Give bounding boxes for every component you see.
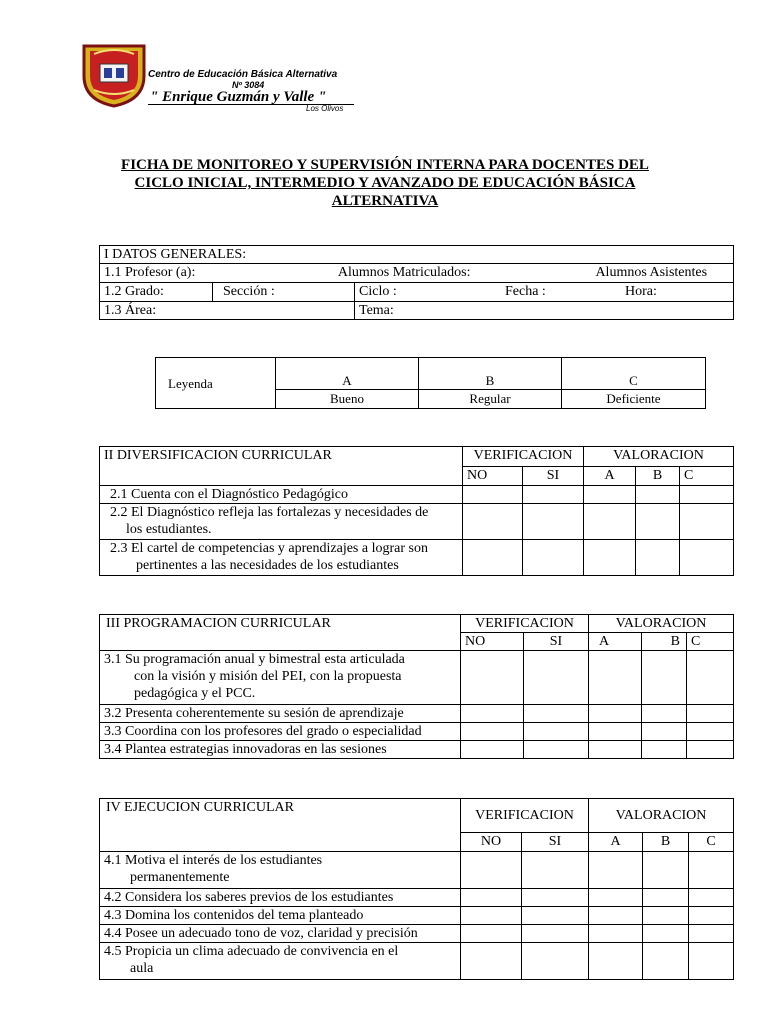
fecha-label: Fecha :	[505, 284, 546, 299]
check-cell[interactable]	[584, 486, 636, 504]
center-name: Centro de Educación Básica Alternativa	[148, 69, 338, 80]
check-cell[interactable]	[523, 540, 584, 576]
legend-b-desc: Regular	[419, 390, 562, 409]
check-cell[interactable]	[461, 907, 522, 925]
c-header: C	[687, 633, 734, 651]
hora-label: Hora:	[625, 284, 657, 299]
section-2-heading: II DIVERSIFICACION CURRICULAR	[100, 447, 463, 486]
check-cell[interactable]	[522, 907, 589, 925]
check-cell[interactable]	[522, 852, 589, 889]
check-cell[interactable]	[643, 852, 689, 889]
check-cell[interactable]	[584, 504, 636, 540]
b-header: B	[642, 633, 687, 651]
logo-underline	[148, 104, 354, 105]
check-cell[interactable]	[687, 723, 734, 741]
check-cell[interactable]	[524, 741, 589, 759]
check-cell[interactable]	[463, 486, 523, 504]
title-line-2: CICLO INICIAL, INTERMEDIO Y AVANZADO DE EDUCACIÓN BÁSICA	[134, 175, 636, 191]
check-cell[interactable]	[461, 651, 524, 705]
check-cell[interactable]	[680, 504, 734, 540]
check-cell[interactable]	[461, 889, 522, 907]
ciclo-fecha-hora-field[interactable]	[355, 283, 734, 302]
document-title	[90, 156, 680, 210]
legend-c-desc: Deficiente	[562, 390, 706, 409]
c-header: C	[680, 467, 734, 486]
item-4-5-text: 4.5 Propicia un clima adecuado de convivencia en el	[104, 944, 399, 959]
valoracion-header: VALORACION	[584, 447, 734, 467]
no-header: NO	[461, 633, 524, 651]
check-cell[interactable]	[642, 723, 687, 741]
check-cell[interactable]	[523, 504, 584, 540]
si-header: SI	[522, 833, 589, 852]
item-4-1	[100, 852, 461, 889]
item-3-3: 3.3 Coordina con los profesores del grado o especialidad	[100, 723, 461, 741]
section-3-heading: III PROGRAMACION CURRICULAR	[100, 615, 461, 651]
check-cell[interactable]	[642, 651, 687, 705]
item-2-2-text-cont: los estudiantes.	[126, 522, 212, 537]
item-2-3-text: 2.3 El cartel de competencias y aprendizajes a lograr son	[110, 541, 428, 556]
check-cell[interactable]	[461, 925, 522, 943]
check-cell[interactable]	[589, 651, 642, 705]
check-cell[interactable]	[589, 925, 643, 943]
item-4-5-text-cont: aula	[130, 961, 154, 976]
item-2-2	[100, 504, 463, 540]
profesor-label: 1.1 Profesor (a):	[104, 265, 196, 280]
matriculados-label: Alumnos Matriculados:	[337, 265, 471, 280]
item-3-1-text-cont-2: pedagógica y el PCC.	[134, 686, 256, 701]
item-4-1-text: 4.1 Motiva el interés de los estudiantes	[104, 853, 323, 868]
item-4-4: 4.4 Posee un adecuado tono de voz, claridad y precisión	[100, 925, 461, 943]
check-cell[interactable]	[589, 705, 642, 723]
check-cell[interactable]	[589, 889, 643, 907]
asistentes-label: Alumnos Asistentes	[595, 265, 708, 280]
verificacion-header: VERIFICACION	[463, 447, 584, 467]
check-cell[interactable]	[642, 741, 687, 759]
item-4-3: 4.3 Domina los contenidos del tema planteado	[100, 907, 461, 925]
check-cell[interactable]	[689, 889, 734, 907]
check-cell[interactable]	[636, 540, 680, 576]
check-cell[interactable]	[584, 540, 636, 576]
check-cell[interactable]	[642, 705, 687, 723]
check-cell[interactable]	[643, 925, 689, 943]
check-cell[interactable]	[687, 741, 734, 759]
si-header: SI	[523, 467, 584, 486]
profesor-field[interactable]	[100, 264, 475, 283]
check-cell[interactable]	[522, 889, 589, 907]
check-cell[interactable]	[461, 852, 522, 889]
no-header: NO	[461, 833, 522, 852]
check-cell[interactable]	[643, 943, 689, 980]
ciclo-label: Ciclo :	[359, 284, 397, 299]
item-2-2-text: 2.2 El Diagnóstico refleja las fortalezas y necesidades de	[110, 505, 429, 520]
check-cell[interactable]	[524, 651, 589, 705]
check-cell[interactable]	[589, 852, 643, 889]
item-2-3-text-cont: pertinentes a las necesidades de los estudiantes	[136, 558, 399, 573]
legend-a: A	[276, 358, 419, 390]
b-header: B	[643, 833, 689, 852]
check-cell[interactable]	[689, 925, 734, 943]
check-cell[interactable]	[461, 723, 524, 741]
item-3-1-text: 3.1 Su programación anual y bimestral esta articulada	[104, 652, 405, 667]
check-cell[interactable]	[687, 705, 734, 723]
check-cell[interactable]	[524, 705, 589, 723]
check-cell[interactable]	[522, 925, 589, 943]
check-cell[interactable]	[680, 486, 734, 504]
valoracion-header: VALORACION	[589, 615, 734, 633]
check-cell[interactable]	[636, 504, 680, 540]
general-heading: I DATOS GENERALES:	[100, 246, 734, 264]
a-header: A	[584, 467, 636, 486]
seccion-label: Sección :	[223, 284, 275, 299]
check-cell[interactable]	[687, 651, 734, 705]
legend-c: C	[562, 358, 706, 390]
check-cell[interactable]	[589, 741, 642, 759]
a-header: A	[589, 633, 642, 651]
item-4-2: 4.2 Considera los saberes previos de los estudiantes	[100, 889, 461, 907]
item-4-5	[100, 943, 461, 980]
check-cell[interactable]	[523, 486, 584, 504]
check-cell[interactable]	[461, 741, 524, 759]
check-cell[interactable]	[589, 723, 642, 741]
school-crest-logo	[80, 42, 148, 108]
a-header: A	[589, 833, 643, 852]
b-header: B	[636, 467, 680, 486]
check-cell[interactable]	[589, 907, 643, 925]
check-cell[interactable]	[524, 723, 589, 741]
c-header: C	[689, 833, 734, 852]
item-4-1-text-cont: permanentemente	[130, 870, 230, 885]
verificacion-header: VERIFICACION	[461, 615, 589, 633]
legend-label: Leyenda	[156, 358, 276, 409]
legend-table	[155, 357, 706, 409]
item-2-1-text: 2.1 Cuenta con el Diagnóstico Pedagógico	[110, 487, 348, 502]
grado-field[interactable]: 1.2 Grado:	[100, 283, 213, 302]
check-cell[interactable]	[680, 540, 734, 576]
verificacion-header: VERIFICACION	[461, 799, 589, 833]
school-location: Los Olivos	[306, 104, 344, 113]
check-cell[interactable]	[522, 943, 589, 980]
section-4-heading: IV EJECUCION CURRICULAR	[100, 799, 461, 852]
check-cell[interactable]	[689, 943, 734, 980]
legend-b: B	[419, 358, 562, 390]
item-2-1	[100, 486, 463, 504]
title-line-3: ALTERNATIVA	[331, 193, 439, 209]
valoracion-header: VALORACION	[589, 799, 734, 833]
item-3-2: 3.2 Presenta coherentemente su sesión de aprendizaje	[100, 705, 461, 723]
check-cell[interactable]	[689, 907, 734, 925]
check-cell[interactable]	[636, 486, 680, 504]
check-cell[interactable]	[461, 705, 524, 723]
section-4-table	[99, 798, 734, 980]
check-cell[interactable]	[463, 504, 523, 540]
section-2-table	[99, 446, 734, 576]
check-cell[interactable]	[463, 540, 523, 576]
general-data-table	[99, 245, 734, 320]
si-header: SI	[524, 633, 589, 651]
check-cell[interactable]	[461, 943, 522, 980]
check-cell[interactable]	[643, 889, 689, 907]
seccion-field[interactable]	[213, 283, 355, 302]
item-3-1-text-cont: con la visión y misión del PEI, con la propuesta	[134, 669, 402, 684]
asistentes-field[interactable]	[475, 264, 734, 283]
tema-field[interactable]: Tema:	[355, 302, 734, 320]
center-number: Nº 3084	[232, 80, 265, 90]
legend-a-desc: Bueno	[276, 390, 419, 409]
check-cell[interactable]	[589, 943, 643, 980]
item-2-3	[100, 540, 463, 576]
section-3-table	[99, 614, 734, 759]
school-name: " Enrique Guzmán y Valle "	[150, 89, 327, 105]
item-3-1	[100, 651, 461, 705]
title-line-1: FICHA DE MONITOREO Y SUPERVISIÓN INTERNA PARA DOCENTES DEL	[121, 157, 649, 173]
check-cell[interactable]	[643, 907, 689, 925]
check-cell[interactable]	[689, 852, 734, 889]
area-field[interactable]: 1.3 Área:	[100, 302, 355, 320]
item-3-4: 3.4 Plantea estrategias innovadoras en las sesiones	[100, 741, 461, 759]
no-header: NO	[463, 467, 523, 486]
